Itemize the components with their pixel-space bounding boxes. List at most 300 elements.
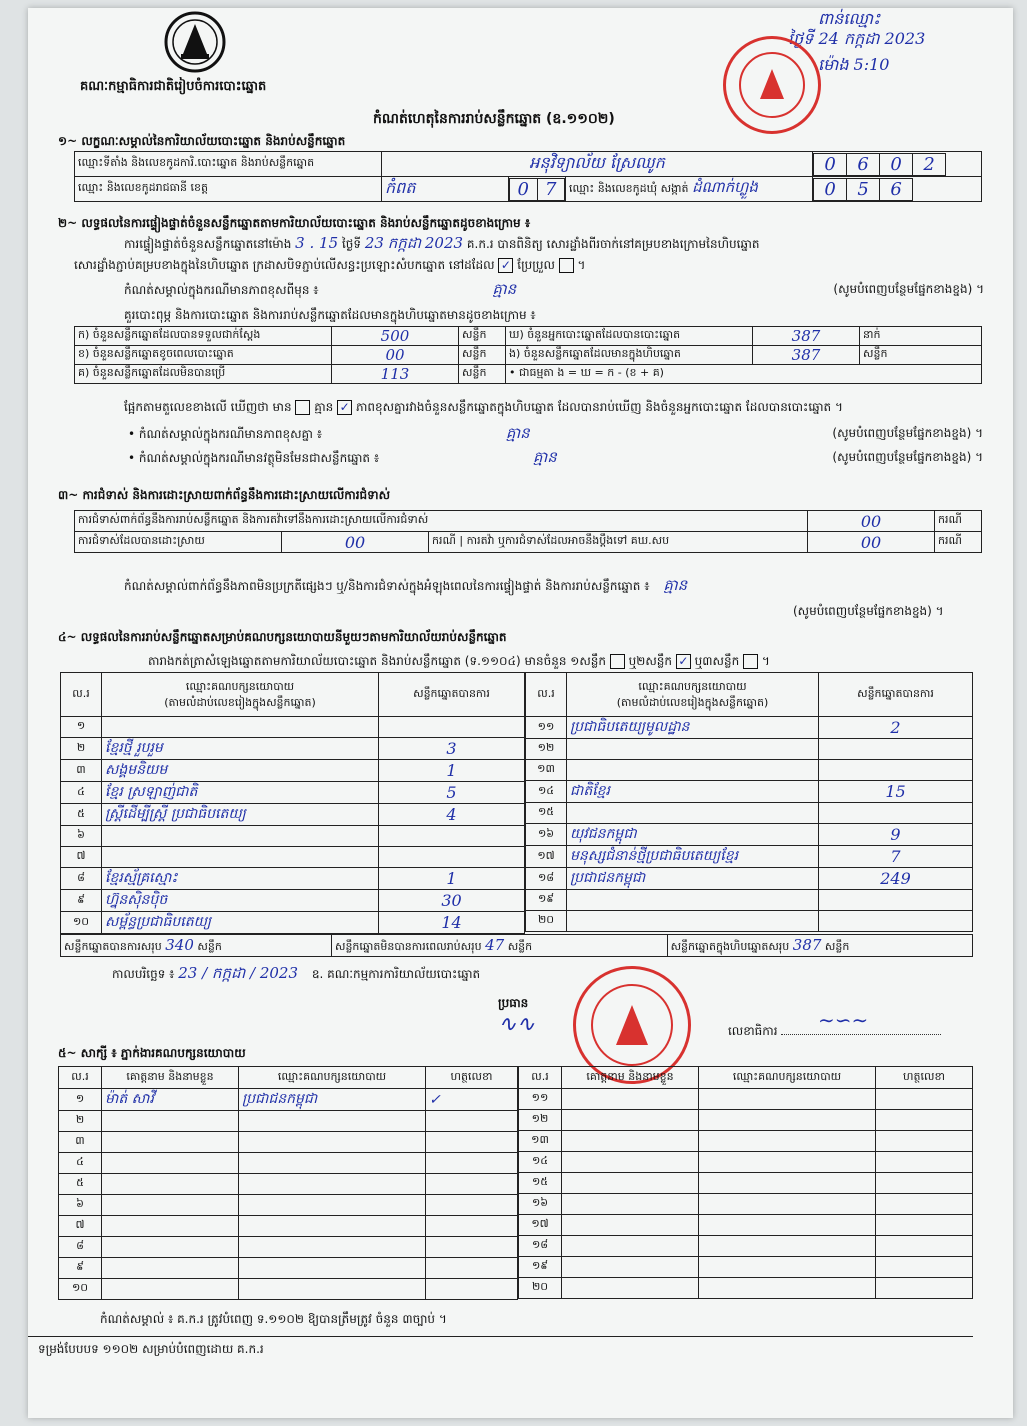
totals-table [60,934,973,957]
witness-row [59,1132,518,1153]
witness-name [102,1153,239,1174]
witness-empty-cell [699,1131,876,1152]
change-note-label: កំណត់សម្គាល់ក្នុងករណីមានភាពខុសពីមុន ៖ [124,283,319,297]
vote-row [61,738,525,760]
vote-row-party: ខ្មែរថ្មី រួបរួម [102,738,379,760]
total-box-value: 387 [792,935,822,954]
count-label: ខ) ចំនួនសន្លឹកឆ្នោតខូចពេលបោះឆ្នោត [75,346,332,365]
vote-row-party [567,739,819,760]
province-code-digit: 7 [537,178,565,200]
witness-row [59,1174,518,1195]
witness-name [102,1237,239,1258]
total-invalid-unit: សន្លឹក [507,939,533,953]
vote-row-votes: 9 [819,824,973,846]
witness-table-left [58,1066,518,1300]
witness-party [239,1132,426,1153]
count-unit: សន្លឹក [459,365,506,384]
count-unit: សន្លឹក [459,327,506,346]
witness-no: ៨ [59,1237,102,1258]
tally-intro: តារាងកត់ត្រាសំឡេងឆ្នោតតាមការិយាល័យបោះឆ្នោត និងរាប់សន្លឹកឆ្នោត (ទ.១១០៤) មានចំនួន ១សន្លឹក [148,654,606,668]
witness-row [519,1110,973,1131]
vote-row-party: សម្ព័ន្ធប្រជាធិបតេយ្យ [102,912,379,934]
location-value: អនុវិទ្យាល័យ ស្រែឈូក [382,152,813,177]
witness-name [102,1216,239,1237]
vote-row-party: មនុស្សជំនាន់ថ្មីប្រជាធិបតេយ្យខ្មែរ [567,846,819,868]
count-label: គ) ចំនួនសន្លឹកឆ្នោតដែលមិនបានប្រើ [75,365,332,384]
vote-row [526,739,973,760]
vote-row-no: ១៤ [526,781,567,803]
witness-party [239,1195,426,1216]
witness-empty-cell [562,1194,699,1215]
location-label: ឈ្មោះទីតាំង និងលេខកូដការិ.បោះឆ្នោត និងរាប់សន្លឹកឆ្នោត [75,152,382,177]
total-valid-value: 340 [165,935,194,954]
vote-row-votes [819,890,973,911]
vote-row-votes [819,760,973,781]
witness-no: ១៦ [519,1194,562,1215]
vote-row [61,804,525,826]
witness-name [102,1279,239,1300]
vote-row-no: ១៩ [526,890,567,911]
section2-title: ២~ លទ្ធផលនៃការផ្ទៀងផ្ទាត់ចំនួនសន្លឹកឆ្នោតតាមការិយាល័យបោះឆ្នោត និងរាប់សន្លឹកឆ្នោតដូចខាងក្រោម ៖ [58,216,531,230]
diff-note-label: • កំណត់សម្គាល់ក្នុងករណីមានភាពខុសគ្នា ៖ [128,427,323,441]
count-label: ឃ) ចំនួនអ្នកបោះឆ្នោតដែលបានបោះឆ្នោត [506,327,753,346]
witness-no: ៤ [59,1153,102,1174]
vote-row [526,824,973,846]
col-votes-header: សន្លឹកឆ្នោតបានការ [819,673,973,717]
vote-row-party: ប្រជាជនកម្ពុជា [567,868,819,890]
vote-row-party [567,890,819,911]
vote-row-party [567,803,819,824]
vote-row-no: ៧ [61,847,102,868]
witness-sign [426,1258,518,1279]
change-note-suffix: (សូមបំពេញបន្ថែមផ្នែកខាងខ្នង) ។ [833,282,984,296]
section4-title: ៤~ លទ្ធផលនៃការរាប់សន្លឹកឆ្នោតសម្រាប់គណបក្សនយោបាយនីមួយៗតាមការិយាល័យរាប់សន្លឹកឆ្នោត [58,630,507,644]
witness-col-party: ឈ្មោះគណបក្សនយោបាយ [699,1067,876,1089]
three-sheet-checkbox[interactable] [743,654,758,669]
vote-row-party: សង្គមនិយម [102,760,379,782]
witness-name [102,1132,239,1153]
diff-note-value: គ្មាន [505,424,530,442]
witness-empty-cell [699,1194,876,1215]
changed-label: ប្រែប្រួល [517,258,555,272]
vote-row-votes [819,911,973,932]
vote-row-no: ១៦ [526,824,567,846]
witness-col-no: ល.រ [59,1067,102,1089]
count-value: 00 [332,346,459,365]
vote-row [61,760,525,782]
witness-empty-cell [876,1152,973,1173]
section1-title: ១~ លក្ខណៈសម្គាល់នៃការិយាល័យបោះឆ្នោត និងរាប់សន្លឹកឆ្នោត [58,134,346,148]
location-code-digit: 6 [847,153,880,175]
count-label: ក) ចំនួនសន្លឹកឆ្នោតដែលបានទទួលជាក់ស្តែង [75,327,332,346]
vote-row-votes [379,826,525,847]
witness-empty-cell [876,1257,973,1278]
vote-row-votes: 2 [819,717,973,739]
witness-empty-cell [699,1236,876,1257]
witness-row [59,1237,518,1258]
two-sheet-checkbox[interactable]: ✓ [676,654,691,669]
province-value: កំពត [382,177,509,202]
witness-empty-cell [699,1089,876,1110]
witness-name: ម៉ាត់ សាវី [102,1089,239,1111]
vote-row [61,847,525,868]
section5-title: ៥~ សាក្សី ៖ ភ្នាក់ងារគណបក្សនយោបាយ [58,1046,246,1060]
witness-sign: ✓ [426,1089,518,1111]
col-no-header: ល.រ [526,673,567,717]
province-code-digit: 0 [510,178,538,200]
count-label: ង) ចំនួនសន្លឹកឆ្នោតដែលមានក្នុងហិបឆ្នោត [506,346,753,365]
form-title: កំណត់ហេតុនៃការរាប់សន្លឹកឆ្នោត (ឧ.១១០២) [373,111,615,127]
counts-intro: គួរបោះពុម្ភ និងការបោះឆ្នោត និងការរាប់សន្លឹកឆ្នោតដែលមានក្នុងហិបឆ្នោតមានដូចខាងក្រោម ៖ [124,308,536,322]
vote-row-party: ប្រជាធិបតេយ្យមូលដ្ឋាន [567,717,819,739]
witness-row [519,1152,973,1173]
irregularity-note-suffix: (សូមបំពេញបន្ថែមផ្នែកខាងខ្នង) ។ [793,604,944,618]
vote-row [61,868,525,890]
count-value: 500 [332,327,459,346]
vote-row-no: ១០ [61,912,102,934]
witness-empty-cell [876,1131,973,1152]
vote-row-no: ៤ [61,782,102,804]
vote-row [61,782,525,804]
witness-no: ៣ [59,1132,102,1153]
count-value: 113 [332,365,459,384]
verify-year-value: 2023 [424,234,464,252]
witness-empty-cell [562,1152,699,1173]
witness-row [519,1257,973,1278]
col-party-sub: (តាមលំដាប់លេខរៀងក្នុងសន្លឹកឆ្នោត) [164,695,316,709]
witness-no: ១០ [59,1279,102,1300]
witness-empty-cell [562,1173,699,1194]
witness-no: ៥ [59,1174,102,1195]
witness-no: ៧ [59,1216,102,1237]
commune-code-digit: 0 [814,178,847,200]
vote-row-party: យុវជនកម្ពុជា [567,824,819,846]
witness-col-name: គោត្តនាម និងនាមខ្លួន [562,1067,699,1089]
count-unit: សន្លឹក [459,346,506,365]
chief-signature: ∿∿ [498,1012,535,1037]
object-note-value: គ្មាន [532,448,557,466]
vote-row-votes: 249 [819,868,973,890]
witness-empty-cell [562,1110,699,1131]
commune-label: ឈ្មោះ និងលេខកូដឃុំ សង្កាត់ [569,182,689,195]
no-difference-label: គ្មាន [314,400,334,414]
witness-name [102,1174,239,1195]
witness-empty-cell [876,1194,973,1215]
vote-row-party [567,911,819,932]
witness-no: ១ [59,1089,102,1111]
two-sheet-label: ឬ២សន្លឹក [628,654,673,668]
witness-sign [426,1111,518,1132]
witness-row [519,1215,973,1236]
vote-row-party [102,826,379,847]
witness-empty-cell [876,1236,973,1257]
vote-row-no: ៩ [61,890,102,912]
witness-empty-cell [699,1278,876,1299]
object-note-label: • កំណត់សម្គាល់ក្នុងករណីមានវត្ថុមិនមែនជាសន្លឹកឆ្នោត ៖ [128,451,380,465]
witness-sign [426,1174,518,1195]
count-value: 387 [753,346,860,365]
secretary-label: លេខាធិការ [728,1024,778,1038]
section1-table [74,151,982,202]
witness-empty-cell [876,1278,973,1299]
vote-row [526,846,973,868]
witness-party [239,1216,426,1237]
col-no-header: ល.រ [61,673,102,717]
witness-empty-cell [699,1257,876,1278]
vote-row-votes [379,717,525,738]
witness-party [239,1279,426,1300]
three-sheet-label: ឬ៣សន្លឹក [694,654,740,668]
col-party-header: ឈ្មោះគណបក្សនយោបាយ [185,679,295,693]
form-sheet: គណៈកម្មាធិការជាតិរៀបចំការបោះឆ្នោត ពាន់ឈ្មោះ ថ្ងៃទី 24 កក្កដា 2023 ម៉ោង 5:10 កំណត់ហេតុនៃការរាប់សន្លឹកឆ្នោត (ឧ.១១០២) ១~ លក្ខណៈសម្គាល់នៃការិយាល័យបោះឆ្នោត និងរាប់សន្លឹកឆ្នោត ឈ្មោះទីតាំង និងលេខកូដការិ.បោះឆ្នោត និងរាប់សន្លឹកឆ្នោត អនុវិទ្យាល័យ ស្រែឈូក 0 6 0 2 ឈ្មោះ និងលេខកូដរាជធានី ខេត្ត កំពត 0 7 ឈ្មោះ និងលេខកូដឃុំ សង្កាត់ ដំណាក់ហ្លួង 0 5 6 ២~ លទ្ធផលនៃការផ្ទៀងផ្ទាត់ចំនួនសន្លឹកឆ្នោតតាមការិយាល័យបោះឆ្នោត និងរាប់សន្លឹកឆ្នោតដូចខាងក្រោម ៖ ការផ្ទៀងផ្ទាត់ចំនួនសន្លឹកឆ្នោតនៅម៉ោង 3 . 15 ថ្ងៃទី 23 កក្កដា 2023 គ.ក.រ បានពិនិត្យ សោរដ្ឋាំងពីរចាក់នៅគម្របខាងក្រោមនៃហិបឆ្នោត សោរដ្ឋាំងភ្ជាប់គម្របខាងក្នុងនៃហិបឆ្នោត ក្រដាសបិទភ្ជាប់លើសន្ធះប្រឡោះសំបកឆ្នោត នៅដដែល ✓ ប្រែប្រួល ។ កំណត់សម្គាល់ក្នុងករណីមានភាពខុសពីមុន ៖ គ្មាន (សូមបំពេញបន្ថែមផ្នែកខាងខ្នង) ។ គួរបោះពុម្ភ និងការបោះឆ្នោត និងការរាប់សន្លឹកឆ្នោតដែលមានក្នុងហិបឆ្នោតមានដូចខាងក្រោម ៖ ក) ចំនួនសន្លឹកឆ្នោតដែលបានទទួលជាក់ស្តែង 500 សន្លឹក ឃ) ចំនួនអ្នកបោះឆ្នោតដែលបានបោះឆ្នោត 387 នាក់ ខ) ចំនួនសន្លឹកឆ្នោតខូចពេលបោះឆ្នោត 00 សន្លឹក ង) ចំនួនសន្លឹកឆ្នោតដែលមានក្នុងហិបឆ្នោត 387 សន្លឹក គ) ចំនួនសន្លឹកឆ្នោតដែលមិនបានប្រើ 113 សន្លឹក • ជាធម្មតា ង = ឃ = ក - (ខ + គ) ផ្អែកតាមតួលេខខាងលើ ឃើញថា មាន គ្មាន ✓ ភាពខុសគ្នារវាងចំនួនសន្លឹកឆ្នោតក្នុងហិបឆ្នោត ដែលបានរាប់ឃើញ និងចំនួនអ្នកបោះឆ្នោត ដែលបានបោះឆ្នោត ។ • កំណត់សម្គាល់ក្នុងករណីមានភាពខុសគ្នា ៖ គ្មាន (សូមបំពេញបន្ថែមផ្នែកខាងខ្នង) ។ • កំណត់សម្គាល់ក្នុងករណីមានវត្ថុមិនមែនជាសន្លឹកឆ្នោត ៖ គ្មាន (សូមបំពេញបន្ថែមផ្នែកខាងខ្នង) ។ ៣~ ការជំទាស់ និងការដោះស្រាយពាក់ព័ន្ធនឹងការដោះស្រាយលើការជំទាស់ ការជំទាស់ពាក់ព័ន្ធនឹងការរាប់សន្លឹកឆ្នោត និងការតវ៉ាទៅនឹងការដោះស្រាយលើការជំទាស់ 00 ករណី ការជំទាស់ដែលបានដោះស្រាយ 00 ករណី | ការតវ៉ា ឬការជំទាស់ដែលអាចនឹងប្តឹងទៅ គឃ.សប 00 ករណី កំណត់សម្គាល់ពាក់ព័ន្ធនឹងភាពមិនប្រក្រតីផ្សេងៗ ឬ/និងការជំទាស់ក្នុងអំឡុងពេលនៃការផ្ទៀងផ្ទាត់ និងការរាប់សន្លឹកឆ្នោត ៖ គ្មាន (សូមបំពេញបន្ថែមផ្នែកខាងខ្នង) ។ ៤~ លទ្ធផលនៃការរាប់សន្លឹកឆ្នោតសម្រាប់គណបក្សនយោបាយនីមួយៗតាមការិយាល័យរាប់សន្លឹកឆ្នោត តារាងកត់ត្រាសំឡេងឆ្នោតតាមការិយាល័យបោះឆ្នោត និងរាប់សន្លឹកឆ្នោត (ទ.១១០៤) មានចំនួន ១សន្លឹក ឬ២សន្លឹក ✓ ឬ៣សន្លឹក ។ ល.រ ឈ្មោះគណបក្សនយោបាយ (តាមលំដាប់លេខរៀងក្នុងសន្លឹកឆ្នោត) សន្លឹកឆ្នោតបានការ ១ ២ ខ្មែរថ្មី រួបរួម 3 ៣ សង្គមនិយម 1 ៤ ខ្មែរ ស្រឡាញ់ជាតិ 5 ៥ ស្ត្រីដើម្បីស្ត្រី ប្រជាធិបតេយ្យ 4 ៦ ៧ ៨ ខ្មែរស្ម័គ្រស្មោះ 1 ៩ ហ្វ៊ុនស៊ិនប៉ិច 30 ១០ សម្ព័ន្ធប្រជាធិបតេយ្យ 14 ល.រ ឈ្មោះគណបក្សនយោបាយ (តាមលំដាប់លេខរៀងក្នុងសន្លឹកឆ្នោត) សន្លឹកឆ្នោតបានការ ១១ ប្រជាធិបតេយ្យមូលដ្ឋាន 2 ១២ ១៣ ១៤ ជាតិខ្មែរ 15 ១៥ ១៦ យុវជនកម្ពុជា 9 ១៧ មនុស្សជំនាន់ថ្មីប្រជាធិបតេយ្យខ្មែរ 7 ១៨ ប្រជាជនកម្ពុជា 249 ១៩ ២០ សន្លឹកឆ្នោតបានការសរុប 340 សន្លឹក សន្លឹកឆ្នោតមិនបានការពេលរាប់សរុប 47 សន្លឹក សន្លឹកឆ្នោតក្នុងហិបឆ្នោតសរុប 387 សន្លឹក កាលបរិច្ឆេទ ៖ 23 / កក្កដា / 2023 ឧ. គណៈកម្មការការិយាល័យបោះឆ្នោត ប្រធាន ∿∿ លេខាធិការ ∼∽∼ ៥~ សាក្សី ៖ ភ្នាក់ងារគណបក្សនយោបាយ ល.រ គោត្តនាម និងនាមខ្លួន ឈ្មោះគណបក្សនយោបាយ ហត្ថលេខា ១ ម៉ាត់ សាវី ប្រជាជនកម្ពុជា ✓ ២ ៣ ៤ ៥ ៦ ៧ ៨ ៩ ១០ ល.រ គោត្តនាម និងនាមខ្លួន ឈ្មោះគណបក្សនយោបាយ ហត្ថលេខា ១១ ១២ ១៣ ១៤ ១៥ ១៦ ១៧ ១៨ ១៩ ២០ កំណត់សម្គាល់ ៖ គ.ក.រ ត្រូវបំពេញ ទ.១១០២ ឱ្យបានត្រឹមត្រូវ ចំនួន ៣ច្បាប់ ។ ទម្រង់បែបបទ ១១០២ សម្រាប់បំពេញដោយ គ.ក.រ [28,8,1013,1418]
witness-empty-cell [699,1215,876,1236]
appeal-unit: ករណី [935,532,982,553]
vote-row-no: ១៧ [526,846,567,868]
witness-empty-cell [562,1215,699,1236]
commune-value: ដំណាក់ហ្លួង [692,178,758,196]
witness-no: ១៩ [519,1257,562,1278]
vote-row-party: ហ្វ៊ុនស៊ិនប៉ិច [102,890,379,912]
bottom-rule [28,1336,973,1337]
commune-code-digit: 6 [880,178,913,200]
witness-empty-cell [876,1110,973,1131]
total-valid-unit: សន្លឹក [197,939,222,953]
vote-row-no: ៥ [61,804,102,826]
total-invalid-value: 47 [485,935,505,954]
witness-row [519,1131,973,1152]
col-party-sub: (តាមលំដាប់លេខរៀងក្នុងសន្លឹកឆ្នោត) [616,695,769,709]
province-label: ឈ្មោះ និងលេខកូដរាជធានី ខេត្ត [75,177,382,202]
verify-time-label: ការផ្ទៀងផ្ទាត់ចំនួនសន្លឹកឆ្នោតនៅម៉ោង [124,237,292,251]
diff-note-suffix: (សូមបំពេញបន្ថែមផ្នែកខាងខ្នង) ។ [832,426,983,440]
vote-row-votes: 3 [379,738,525,760]
witness-party: ប្រជាជនកម្ពុជា [239,1089,426,1111]
vote-row [526,781,973,803]
witness-empty-cell [876,1215,973,1236]
vote-row-votes: 15 [819,781,973,803]
witness-col-sign: ហត្ថលេខា [876,1067,973,1089]
witness-empty-cell [876,1173,973,1194]
complaint-label: ការជំទាស់ពាក់ព័ន្ធនឹងការរាប់សន្លឹកឆ្នោត និងការតវ៉ាទៅនឹងការដោះស្រាយលើការជំទាស់ [75,511,808,532]
appeal-label: ការតវ៉ា ឬការជំទាស់ដែលអាចនឹងប្តឹងទៅ គឃ.សប [466,534,670,547]
handwritten-date: ថ្ងៃទី 24 កក្កដា 2023 [788,29,926,48]
vote-row-no: ១៣ [526,760,567,781]
witness-no: ១៨ [519,1236,562,1257]
vote-row [61,717,525,738]
vote-row-no: ១៥ [526,803,567,824]
vote-row-votes: 30 [379,890,525,912]
counts-row [75,365,982,384]
witness-row [59,1153,518,1174]
total-box-label: សន្លឹកឆ្នោតក្នុងហិបឆ្នោតសរុប [670,939,790,953]
nec-logo [163,10,227,74]
vote-row-party: ខ្មែរ ស្រឡាញ់ជាតិ [102,782,379,804]
count-unit: នាក់ [860,327,982,346]
vote-row-no: ១១ [526,717,567,739]
verify-day-label: ថ្ងៃទី [341,237,361,251]
vote-row [61,890,525,912]
vote-row-votes: 7 [819,846,973,868]
verify-time-value: 3 . 15 [295,234,339,252]
witness-row [519,1236,973,1257]
vote-row-no: ១៨ [526,868,567,890]
irregularity-note-label: កំណត់សម្គាល់ពាក់ព័ន្ធនឹងភាពមិនប្រក្រតីផ្សេងៗ ឬ/និងការជំទាស់ក្នុងអំឡុងពេលនៃការផ្ទៀងផ្ទាត់ និងការរាប់សន្លឹកឆ្នោត ៖ [124,579,650,593]
verify-month-value: កក្កដា [387,234,422,252]
vote-row [526,890,973,911]
witness-no: ១៥ [519,1173,562,1194]
witness-empty-cell [562,1089,699,1110]
date-label: កាលបរិច្ឆេទ ៖ [112,967,175,981]
witness-no: ១៤ [519,1152,562,1173]
count-unit: សន្លឹក [860,346,982,365]
witness-empty-cell [562,1278,699,1299]
witness-empty-cell [562,1257,699,1278]
vote-row-votes: 4 [379,804,525,826]
col-votes-header: សន្លឹកឆ្នោតបានការ [379,673,525,717]
witness-party [239,1111,426,1132]
location-code-digit: 0 [814,153,847,175]
witness-empty-cell [876,1089,973,1110]
witness-no: ១៧ [519,1215,562,1236]
witness-row [59,1216,518,1237]
committee-name: គណៈកម្មាធិការជាតិរៀបចំការបោះឆ្នោត [80,79,267,94]
vote-row [526,717,973,739]
complaints-table: ការជំទាស់ពាក់ព័ន្ធនឹងការរាប់សន្លឹកឆ្នោត និងការតវ៉ាទៅនឹងការដោះស្រាយលើការជំទាស់ 00 ករណី ការជំទាស់ដែលបានដោះស្រាយ 00 ករណី | ការតវ៉ា ឬការជំទាស់ដែលអាចនឹងប្តឹងទៅ គឃ.សប 00 ករណី [74,510,982,553]
vote-row [61,826,525,847]
witness-row [519,1173,973,1194]
appeal-value: 00 [808,532,935,553]
changed-checkbox[interactable] [559,258,574,273]
witness-no: ២ [59,1111,102,1132]
votes-table-left [60,672,525,934]
location-code-digit: 2 [913,153,946,175]
witness-party [239,1153,426,1174]
counts-row [75,327,982,346]
witness-row [59,1279,518,1300]
col-party-header: ឈ្មោះគណបក្សនយោបាយ [638,679,747,693]
witness-empty-cell [699,1173,876,1194]
witness-no: ១២ [519,1110,562,1131]
total-valid-label: សន្លឹកឆ្នោតបានការសរុប [64,939,162,953]
official-stamp-top [723,36,821,134]
irregularity-note-value: គ្មាន [663,576,688,594]
vote-row-no: ១២ [526,739,567,760]
vote-row-no: ២០ [526,911,567,932]
witness-party [239,1258,426,1279]
witness-empty-cell [699,1152,876,1173]
vote-row [526,911,973,932]
resolved-unit: ករណី [432,534,456,547]
vote-row [526,760,973,781]
verify-day-value: 23 [364,234,384,252]
vote-row-party [102,847,379,868]
committee-label: ឧ. គណៈកម្មការការិយាល័យបោះឆ្នោត [311,967,481,981]
total-invalid-label: សន្លឹកឆ្នោតមិនបានការពេលរាប់សរុប [334,939,482,953]
witness-col-sign: ហត្ថលេខា [426,1067,518,1089]
footnote: កំណត់សម្គាល់ ៖ គ.ក.រ ត្រូវបំពេញ ទ.១១០២ ឱ្យបានត្រឹមត្រូវ ចំនួន ៣ច្បាប់ ។ [100,1312,447,1326]
vote-row [526,803,973,824]
vote-row-no: ១ [61,717,102,738]
chief-label: ប្រធាន [498,996,529,1010]
witness-no: ៩ [59,1258,102,1279]
no-difference-checkbox[interactable]: ✓ [337,400,352,415]
witness-empty-cell [699,1110,876,1131]
commune-code-digit: 5 [847,178,880,200]
vote-row [526,868,973,890]
witness-sign [426,1195,518,1216]
witness-row [519,1089,973,1110]
counts-row [75,346,982,365]
witness-empty-cell [562,1131,699,1152]
witness-no: ២០ [519,1278,562,1299]
witness-sign [426,1237,518,1258]
witness-table-right [518,1066,973,1299]
one-sheet-checkbox[interactable] [610,654,625,669]
vote-row-party [567,760,819,781]
secretary-signature: ∼∽∼ [818,1008,869,1032]
witness-col-name: គោត្តនាម និងនាមខ្លួន [102,1067,239,1089]
handwritten-time: ម៉ោង 5:10 [818,55,890,74]
difference-text: ផ្អែកតាមតួលេខខាងលើ ឃើញថា មាន [124,400,292,414]
vote-row-votes [819,739,973,760]
witness-no: ១១ [519,1089,562,1110]
vote-row-no: ៣ [61,760,102,782]
vote-row-no: ៦ [61,826,102,847]
handwritten-top: ពាន់ឈ្មោះ [818,9,881,28]
resolved-label: ការជំទាស់ដែលបានដោះស្រាយ [75,532,282,553]
vote-row-votes: 1 [379,868,525,890]
vote-row-party: ខ្មែរស្ម័គ្រស្មោះ [102,868,379,890]
vote-row-votes [819,803,973,824]
witness-sign [426,1153,518,1174]
total-box-unit: សន្លឹក [824,939,850,953]
witness-row [519,1194,973,1215]
formula-note: • ជាធម្មតា ង = ឃ = ក - (ខ + គ) [506,365,982,384]
date-value: 23 / កក្កដា / 2023 [178,964,299,982]
witness-empty-cell [562,1236,699,1257]
vote-row-no: ៨ [61,868,102,890]
witness-row [59,1195,518,1216]
vote-row-votes: 1 [379,760,525,782]
resolved-value: 00 [282,532,429,553]
witness-party [239,1237,426,1258]
witness-name [102,1258,239,1279]
verify-text: គ.ក.រ បានពិនិត្យ សោរដ្ឋាំងពីរចាក់នៅគម្របខាងក្រោមនៃហិបឆ្នោត [466,237,760,251]
count-value: 387 [753,327,860,346]
complaint-unit: ករណី [935,511,982,532]
vote-row-votes: 5 [379,782,525,804]
section3-title: ៣~ ការជំទាស់ និងការដោះស្រាយពាក់ព័ន្ធនឹងការដោះស្រាយលើការជំទាស់ [58,488,391,502]
witness-row [59,1089,518,1111]
witness-no: ៦ [59,1195,102,1216]
has-difference-checkbox[interactable] [295,400,310,415]
same-checkbox[interactable]: ✓ [498,258,513,273]
change-note-value: គ្មាន [492,280,517,298]
witness-name [102,1195,239,1216]
form-footer: ទម្រង់បែបបទ ១១០២ សម្រាប់បំពេញដោយ គ.ក.រ [38,1342,264,1356]
vote-row-party: ស្ត្រីដើម្បីស្ត្រី ប្រជាធិបតេយ្យ [102,804,379,826]
complaint-value: 00 [808,511,935,532]
counts-table [74,326,982,384]
location-code-digit: 0 [880,153,913,175]
vote-row-party [102,717,379,738]
witness-col-no: ល.រ [519,1067,562,1089]
witness-name [102,1111,239,1132]
witness-sign [426,1216,518,1237]
vote-row-party: ជាតិខ្មែរ [567,781,819,803]
witness-party [239,1174,426,1195]
vote-row-no: ២ [61,738,102,760]
